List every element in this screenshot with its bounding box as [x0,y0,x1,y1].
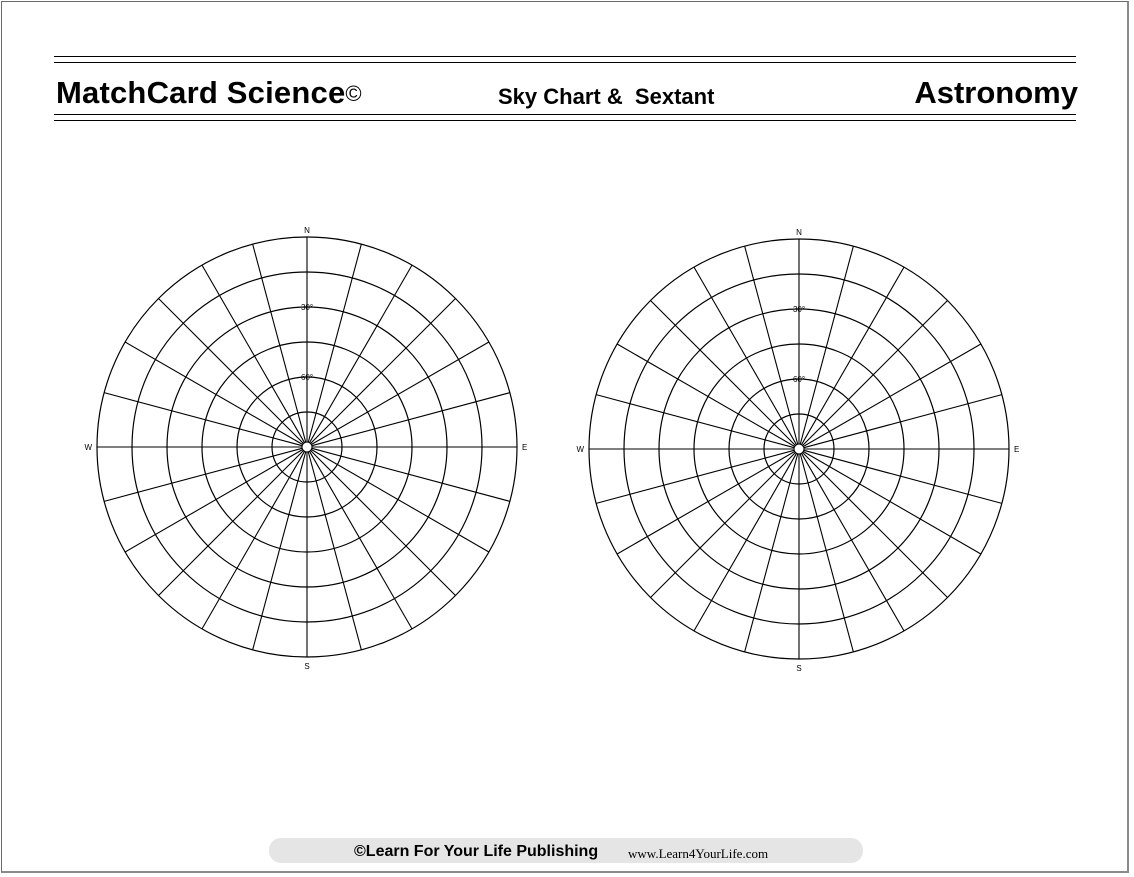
altitude-label-30: 30° [300,303,314,312]
azimuth-spoke [651,453,796,598]
sky-chart-left [84,226,527,671]
altitude-label-60: 60° [300,373,314,382]
west-label: W [576,445,584,454]
east-label: E [1014,445,1020,454]
altitude-label-60: 60° [792,375,806,384]
east-label: E [522,443,528,452]
altitude-label-30: 30° [792,305,806,314]
azimuth-spoke [159,451,304,596]
north-label: N [304,226,310,235]
footer-publisher: ©Learn For Your Life Publishing [354,843,599,860]
azimuth-spoke [159,299,304,444]
sky-chart-right-grid [589,239,1009,659]
copyright-symbol: © [345,81,362,106]
worksheet-title: Sky Chart & Sextant [498,84,715,109]
zenith-center [794,444,804,454]
azimuth-spoke [311,451,456,596]
subject-title: Astronomy [914,75,1078,110]
brand-name: MatchCard Science [56,75,346,110]
sky-chart-right [576,228,1019,673]
azimuth-spoke [803,301,948,446]
south-label: S [796,664,802,673]
sky-chart-left-grid [97,237,517,657]
azimuth-spoke [651,301,796,446]
south-label: S [304,662,310,671]
zenith-center [302,442,312,452]
azimuth-spoke [311,299,456,444]
north-label: N [796,228,802,237]
footer-url: www.Learn4YourLife.com [628,846,769,861]
west-label: W [84,443,92,452]
azimuth-spoke [803,453,948,598]
